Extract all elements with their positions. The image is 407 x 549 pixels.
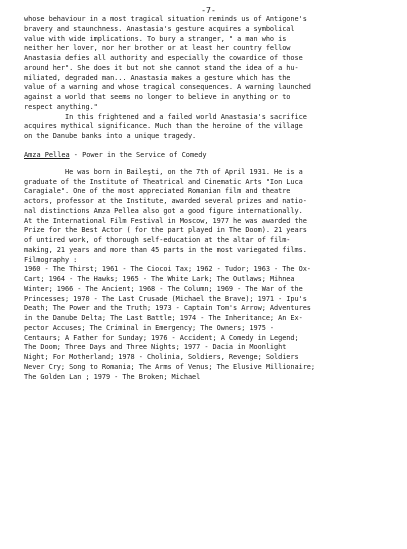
text-line: value of a warning and whose tragical consequences. A warning launched [24, 83, 311, 92]
text-line: In this frightened and a failed world Anastasia's sacrifice [24, 112, 307, 121]
text-line: actors, professor at the Institute, awarded several prizes and natio- [24, 197, 307, 205]
text-line: Night; For Motherland; 1978 - Cholinia, Soldiers, Revenge; Soldiers [24, 353, 299, 361]
text-line: respect anything." [24, 102, 98, 111]
text-line: Anastasia defies all authority and especially the cowardice of those [24, 54, 303, 62]
text-line: The Golden Lan ; 1979 - The Broken; Michael [24, 372, 201, 381]
text-line: Never Cry; Song to Romania; The Arms of Venus; The Elusive Millionaire; [24, 362, 315, 371]
section-heading [24, 150, 393, 160]
paragraph-3 [24, 168, 393, 383]
text-line: Winter; 1966 - The Ancient; 1968 - The Column; 1969 - The War of the [24, 284, 303, 293]
text-line: around her". She does it but not she cannot stand the idea of a hu- [24, 63, 299, 72]
text-line: making, 21 years and more than 45 parts in the most variegated films. [24, 245, 307, 254]
text-line: Cart; 1964 - The Hawks; 1965 - The White Lark; The Outlaws; Mihnea [24, 275, 295, 283]
text-line: value with wide implications. To bury a stranger, " a man who is [24, 34, 287, 43]
text-line: Princesses; 1970 - The Last Crusade (Michael the Brave); 1971 - Ipu's [24, 294, 307, 303]
paragraph-2 [24, 113, 393, 142]
text-line: Caragiale". One of the most appreciated Romanian film and theatre [24, 187, 291, 196]
text-line: of untired work, of thorough self-education at the altar of film- [24, 236, 291, 244]
paragraph-1 [24, 15, 393, 113]
text-line: graduate of the Institute of Theatrical and Cinematic Arts "Ion Luca [24, 177, 303, 186]
heading-name: Amza Pellea [24, 150, 70, 159]
text-line: pector Accuses; The Criminal in Emergency; The Owners; 1975 - [24, 323, 275, 332]
text-line: The Doom; Three Days and Three Nights; 1977 - Dacia in Moonlight [24, 343, 287, 352]
text-line: neither her lover, nor her brother or at least her country fellow [24, 44, 291, 53]
text-line: Death; The Power and the Truth; 1973 - Captain Tom's Arrow; Adventures [24, 304, 311, 313]
text-line: acquires mythical significance. Much than the heroine of the village [24, 122, 303, 131]
text-line: Prize for the Best Actor ( for the part played in The Doom). 21 years [24, 226, 307, 235]
text-line: nal distinctions Amza Pellea also got a good figure internationally. [24, 206, 303, 215]
text-line: 1960 - The Thirst; 1961 - The Ciocoi Tax; 1962 - Tudor; 1963 - The Ox- [24, 265, 311, 274]
text-line: miliated, degraded man... Anastasia makes a gesture which has the [24, 73, 291, 82]
text-line: against a world that seems no longer to believe in anything or to [24, 93, 291, 101]
spacer [24, 160, 393, 168]
text-line: Centaurs; A Father for Sunday; 1976 - Accident; A Comedy in Legend; [24, 333, 299, 342]
text-line: bravery and staunchness. Anastasia's gesture acquires a symbolical [24, 24, 295, 33]
text-line: Filmography : [24, 255, 78, 264]
text-line: on the Danube banks into a unique tragedy. [24, 132, 197, 140]
text-line: whose behaviour in a most tragical situation reminds us of Antigone's [24, 15, 307, 23]
page-number: -7- [201, 5, 216, 15]
text-line: At the International Film Festival in Moscow, 1977 he was awarded the [24, 216, 307, 225]
heading-subtitle: - Power in the Service of Comedy [69, 150, 207, 159]
spacer [24, 142, 393, 150]
text-line: He was born in Baileşti, on the 7th of April 1931. He is a [24, 167, 303, 176]
text-line: in the Danube Delta; The Last Battle; 1974 - The Inheritance; An Ex- [24, 314, 303, 322]
